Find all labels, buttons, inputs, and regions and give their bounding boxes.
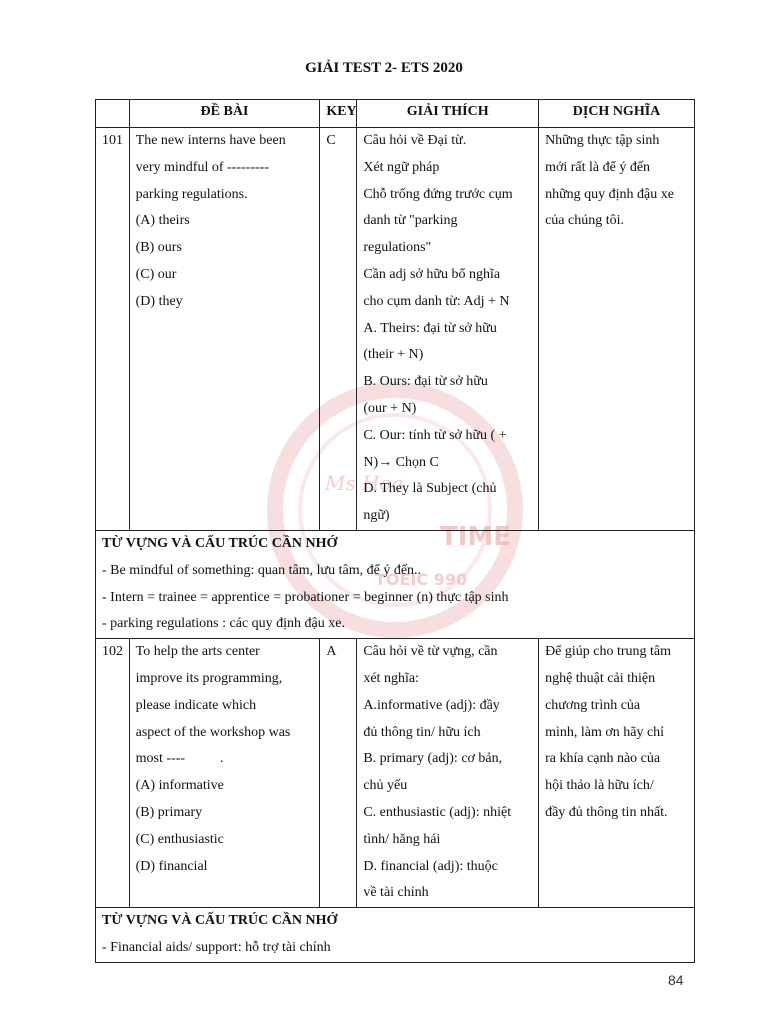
answer-key: C [320, 128, 357, 531]
question-text [129, 128, 320, 531]
explanation-line: xét nghĩa: [363, 670, 419, 686]
page-title: GIẢI TEST 2- ETS 2020 [305, 60, 463, 76]
question-number: 101 [96, 128, 130, 531]
vocab-heading: TỪ VỰNG VÀ CẤU TRÚC CẦN NHỚ [102, 535, 338, 551]
header-translation: DỊCH NGHĨA [539, 100, 695, 128]
explanation-line: D. They là Subject (chủ [363, 481, 497, 497]
question-line: The new interns have been [135, 133, 286, 148]
explanation-line: C. Our: tính từ sở hữu ( + [363, 427, 507, 443]
explanation-line: danh từ "parking [363, 213, 458, 229]
explanation-line: (our + N) [363, 400, 417, 416]
vocab-heading: TỪ VỰNG VÀ CẤU TRÚC CẦN NHỚ [102, 913, 338, 929]
explanation-line: Xét ngữ pháp [363, 159, 440, 175]
question-line: please indicate which [135, 697, 257, 713]
translation-line: những quy định đậu xe [545, 186, 674, 202]
explanation-line: đủ thông tin/ hữu ích [363, 724, 481, 740]
answer-key: A [320, 639, 357, 908]
page-number: 84 [668, 972, 684, 988]
header-key: KEY [320, 100, 357, 128]
vocab-row [96, 908, 695, 963]
table-row [96, 128, 695, 531]
explanation-line: ngữ) [363, 508, 390, 524]
header-question: ĐỀ BÀI [129, 100, 320, 128]
translation-line: ra khía cạnh nào của [545, 751, 661, 767]
translation-line: hội thảo là hữu ích/ [545, 778, 654, 794]
question-number: 102 [96, 639, 130, 908]
explanation-line: chủ yếu [363, 778, 408, 794]
table-row [96, 639, 695, 908]
watermark-line1: Ms Hoa [325, 471, 404, 495]
explanation-line: Cần adj sở hữu bổ nghĩa [363, 266, 501, 282]
question-line: very mindful of --------- [135, 159, 269, 175]
explanation-line: A.informative (adj): đầy [363, 697, 500, 713]
explanation-line: Chỗ trống đứng trước cụm [363, 186, 513, 202]
translation-line: Để giúp cho trung tâm [545, 644, 672, 660]
watermark-line2: TIME [440, 522, 512, 552]
explanation [357, 128, 539, 531]
translation [539, 128, 695, 531]
explanation-line: regulations" [363, 240, 432, 256]
question-line: aspect of the workshop was [135, 724, 291, 740]
vocab-item: - Be mindful of something: quan tâm, lưu tâm, để ý đến.. [102, 562, 422, 578]
watermark-line3: TOEIC 990 [375, 570, 468, 589]
vocab-item: - Financial aids/ support: hỗ trợ tài chính [102, 939, 331, 955]
explanation [357, 639, 539, 908]
explanation-line: (their + N) [363, 347, 424, 363]
header-num [96, 100, 130, 128]
explanation-line: A. Theirs: đại từ sở hữu [363, 320, 497, 336]
option-b: (B) ours [135, 240, 182, 256]
option-d: (D) they [135, 293, 183, 309]
option-c: (C) enthusiastic [135, 831, 224, 847]
translation-line: chương trình của [545, 697, 641, 713]
translation-line: mình, làm ơn hãy chỉ [545, 724, 665, 740]
question-line: parking regulations. [135, 186, 248, 202]
explanation-line: B. primary (adj): cơ bản, [363, 751, 503, 767]
option-d: (D) financial [135, 858, 208, 874]
table-header-row [96, 100, 695, 128]
answer-table [95, 99, 695, 963]
option-a: (A) theirs [135, 213, 190, 229]
explanation-line: B. Ours: đại từ sở hữu [363, 374, 488, 390]
vocab-item: - Intern = trainee = apprentice = probationer = beginner (n) thực tập sinh [102, 589, 509, 605]
explanation-line: cho cụm danh từ: Adj + N [363, 293, 510, 309]
option-c: (C) our [135, 266, 177, 282]
question-text [129, 639, 320, 908]
question-line: improve its programming, [135, 670, 283, 686]
translation-line: của chúng tôi. [545, 213, 624, 229]
translation-line: đầy đủ thông tin nhất. [545, 804, 668, 820]
option-a: (A) informative [135, 778, 224, 794]
translation-line: Những thực tập sinh [545, 133, 660, 148]
explanation-line: về tài chính [363, 885, 429, 901]
explanation-line: Câu hỏi về Đại từ. [363, 133, 467, 148]
explanation-line: N)→ Chọn C [363, 454, 439, 470]
vocab-item: - parking regulations : các quy định đậu xe. [102, 616, 345, 632]
header-explanation: GIẢI THÍCH [357, 100, 539, 128]
vocab-row [96, 530, 695, 638]
question-line: To help the arts center [135, 644, 260, 660]
question-line: most ---- . [135, 751, 224, 767]
translation-line: mới rất là để ý đến [545, 159, 651, 175]
explanation-line: C. enthusiastic (adj): nhiệt [363, 804, 512, 820]
explanation-line: tình/ hăng hái [363, 831, 441, 847]
explanation-line: D. financial (adj): thuộc [363, 858, 498, 874]
option-b: (B) primary [135, 804, 203, 820]
explanation-line: Câu hỏi về từ vựng, cần [363, 644, 498, 660]
vocab-section [96, 530, 695, 638]
vocab-section [96, 908, 695, 963]
translation-line: nghệ thuật cải thiện [545, 670, 656, 686]
translation [539, 639, 695, 908]
